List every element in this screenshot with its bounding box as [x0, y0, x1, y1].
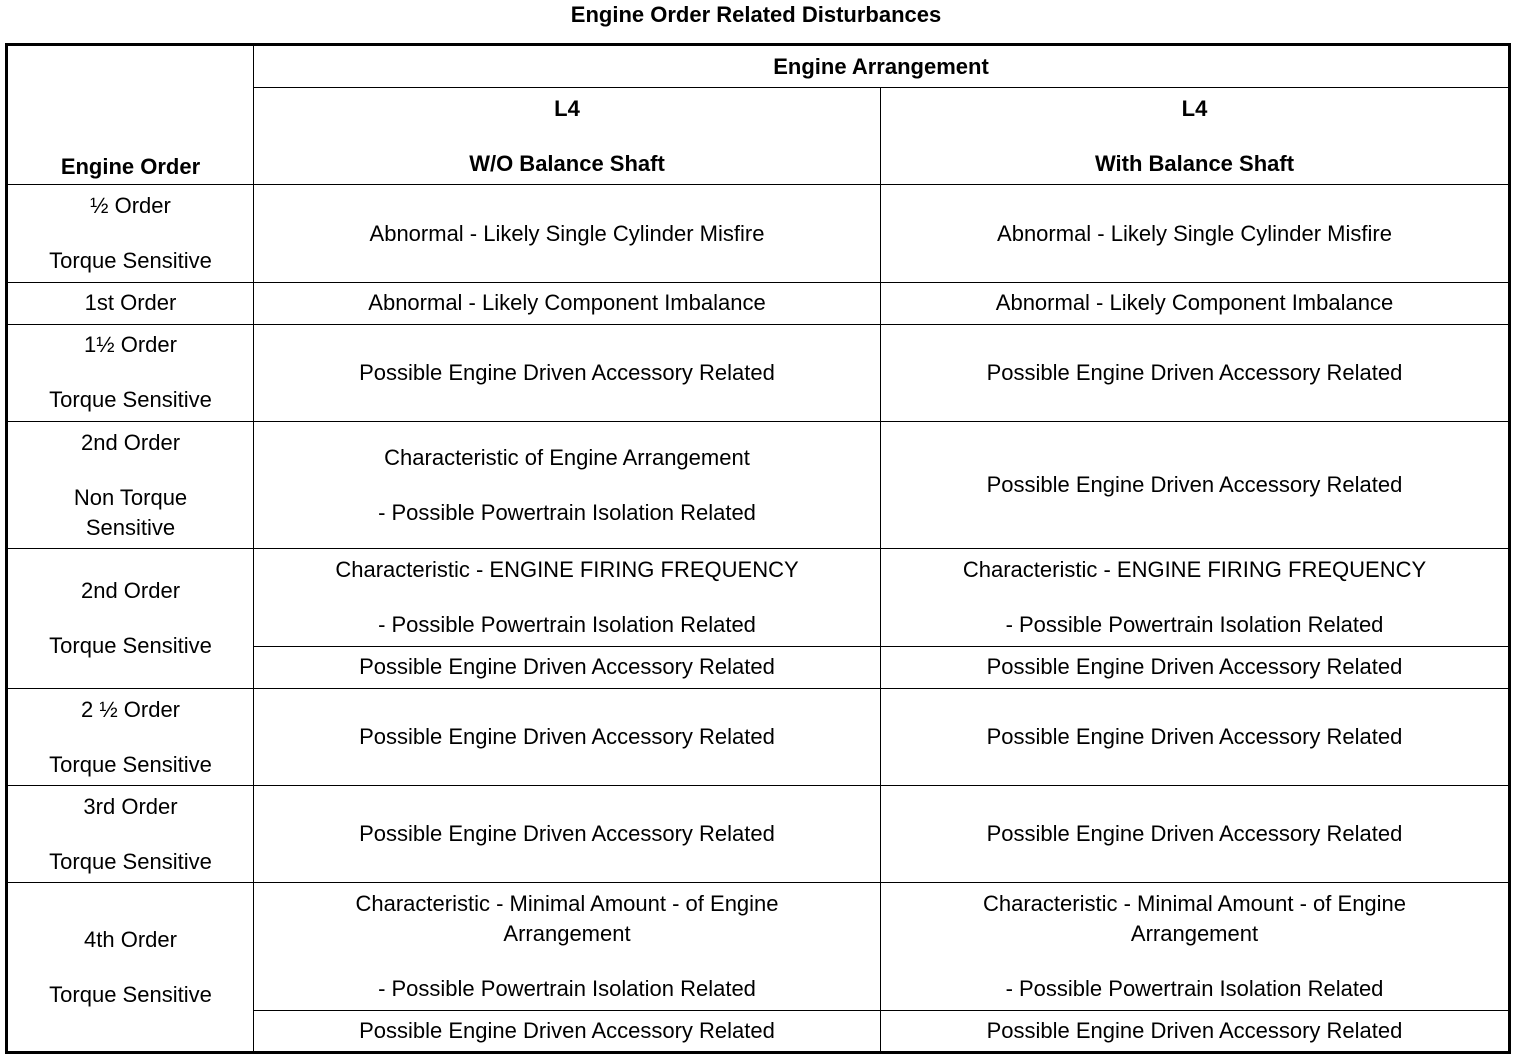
cell-wo-balance: Possible Engine Driven Accessory Related — [254, 786, 881, 883]
cell-with-balance: Possible Engine Driven Accessory Related — [881, 646, 1510, 688]
header-col1-line1: L4 — [554, 95, 580, 121]
cell-wo-balance — [254, 549, 881, 646]
cell-wo-balance — [254, 422, 881, 549]
cell-wo-balance: Possible Engine Driven Accessory Related — [254, 688, 881, 785]
cell-wo-balance: Possible Engine Driven Accessory Related — [254, 1010, 881, 1052]
engine-order-table — [5, 43, 1511, 1054]
cell-line: Characteristic - Minimal Amount - of Engine Arrangement — [982, 891, 1407, 947]
table-row — [7, 185, 1510, 282]
header-row-top — [7, 45, 1510, 88]
table-row — [7, 786, 1510, 883]
order-sublabel: Non Torque Sensitive — [73, 484, 188, 540]
cell-with-balance: Abnormal - Likely Component Imbalance — [881, 282, 1510, 324]
table-row — [7, 324, 1510, 421]
cell-line: - Possible Powertrain Isolation Related — [378, 976, 756, 1002]
cell-with-balance: Possible Engine Driven Accessory Related — [881, 688, 1510, 785]
cell-line: Characteristic - Minimal Amount - of Engine Arrangement — [355, 891, 779, 947]
header-col2-line1: L4 — [1181, 95, 1208, 121]
table-row — [7, 422, 1510, 549]
cell-line: - Possible Powertrain Isolation Related — [1005, 612, 1384, 638]
order-label: 3rd Order — [83, 793, 178, 819]
cell-wo-balance: Possible Engine Driven Accessory Related — [254, 646, 881, 688]
cell-line: - Possible Powertrain Isolation Related — [1005, 976, 1384, 1002]
order-sublabel: Torque Sensitive — [49, 248, 212, 274]
table-row — [7, 688, 1510, 785]
cell-line: - Possible Powertrain Isolation Related — [378, 612, 756, 638]
header-col1-line2: W/O Balance Shaft — [469, 150, 665, 176]
header-engine-arrangement: Engine Arrangement — [254, 45, 1510, 88]
order-cell: 1st Order — [7, 282, 254, 324]
order-label: ½ Order — [90, 193, 171, 219]
table-row — [7, 883, 1510, 1010]
order-label: 2nd Order — [80, 429, 181, 455]
cell-with-balance — [881, 549, 1510, 646]
order-label: 2 ½ Order — [80, 696, 181, 722]
cell-wo-balance: Possible Engine Driven Accessory Related — [254, 324, 881, 421]
order-cell — [7, 786, 254, 883]
order-sublabel: Torque Sensitive — [49, 751, 212, 777]
order-cell — [7, 883, 254, 1053]
cell-line: Characteristic - ENGINE FIRING FREQUENCY — [962, 557, 1427, 583]
cell-line: Characteristic - ENGINE FIRING FREQUENCY — [335, 557, 799, 583]
cell-wo-balance: Abnormal - Likely Component Imbalance — [254, 282, 881, 324]
cell-wo-balance — [254, 883, 881, 1010]
order-cell — [7, 688, 254, 785]
table-row — [7, 549, 1510, 646]
order-sublabel: Torque Sensitive — [49, 981, 212, 1007]
header-col-with-balance — [881, 88, 1510, 185]
order-sublabel: Torque Sensitive — [49, 848, 212, 874]
order-cell — [7, 549, 254, 688]
cell-wo-balance: Abnormal - Likely Single Cylinder Misfire — [254, 185, 881, 282]
order-sublabel: Torque Sensitive — [49, 633, 212, 659]
order-label: 2nd Order — [80, 578, 181, 604]
cell-with-balance: Possible Engine Driven Accessory Related — [881, 1010, 1510, 1052]
page-title: Engine Order Related Disturbances — [570, 2, 942, 27]
header-col-wo-balance — [254, 88, 881, 185]
table-row — [7, 282, 1510, 324]
cell-with-balance — [881, 883, 1510, 1010]
order-cell — [7, 185, 254, 282]
order-cell — [7, 324, 254, 421]
header-col2-line2: With Balance Shaft — [1094, 150, 1295, 176]
order-label: 4th Order — [84, 926, 177, 952]
cell-with-balance: Possible Engine Driven Accessory Related — [881, 422, 1510, 549]
cell-line: - Possible Powertrain Isolation Related — [378, 499, 756, 525]
order-label: 1½ Order — [84, 332, 177, 358]
cell-line: Characteristic of Engine Arrangement — [384, 444, 750, 470]
header-engine-order: Engine Order — [7, 45, 254, 185]
order-sublabel: Torque Sensitive — [49, 387, 212, 413]
cell-with-balance: Possible Engine Driven Accessory Related — [881, 324, 1510, 421]
cell-with-balance: Abnormal - Likely Single Cylinder Misfire — [881, 185, 1510, 282]
order-cell — [7, 422, 254, 549]
cell-with-balance: Possible Engine Driven Accessory Related — [881, 786, 1510, 883]
